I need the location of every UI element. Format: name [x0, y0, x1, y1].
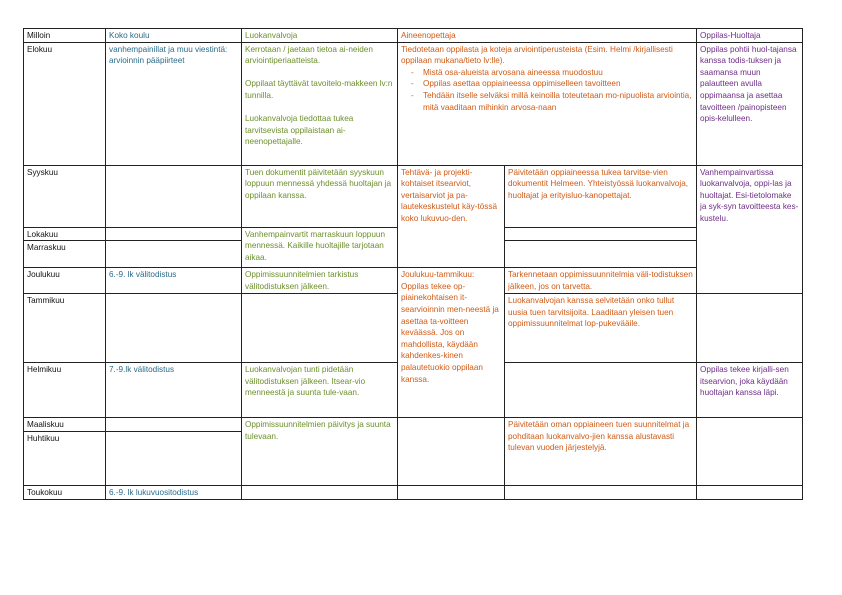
class-teacher-text: Kerrotaan / jaetaan tietoa ai-neiden arviointiperiaatteista.: [245, 44, 373, 66]
subject-teacher-cell: [398, 418, 505, 486]
subject-teacher-cell: [505, 227, 697, 241]
school-text: vanhempainillat ja muu viestintä: arvioinnin pääpiirteet: [109, 44, 228, 66]
student-care-cell: Oppilas pohtii huol-tajansa kanssa todis-tuksen ja saamansa muun palautteen avulla oppimaansa ja asettaa tavoitteen /painopisteen opis-kelulleen.: [697, 42, 803, 165]
subject-teacher-cell: Päivitetään oman oppiaineen tuen suunnitelmat ja pohditaan luokanvalvo-jien kanssa alustavasti tulevan vuoden järjestelyjä.: [505, 418, 697, 486]
class-teacher-cell: [242, 485, 398, 499]
school-cell: 7.-9.lk välitodistus: [106, 363, 242, 418]
month-cell: Huhtikuu: [24, 431, 106, 485]
month-cell: Elokuu: [24, 42, 106, 165]
table-row: [24, 418, 803, 432]
header-school: Koko koulu: [106, 29, 242, 43]
school-cell: [106, 165, 242, 227]
subject-teacher-cell: Luokanvalvojan kanssa selvitetään onko tullut uusia tuen tarvitsijoita. Laaditaan yleisen tuen oppimissuunnitelmat lop-pukevääile.: [505, 294, 697, 363]
subject-teacher-cell: Joulukuu-tammikuu: Oppilas tekee op-piainekohtaisen it-searvioinnin men-neestä ja asettaa ta-voitteen keväässä. Jos on mahdollista, käydään kahdenkes-kinen palautetuokio oppilaan kanssa.: [398, 268, 505, 418]
subject-teacher-cell: [505, 363, 697, 418]
subject-teacher-cell: [505, 485, 697, 499]
subject-teacher-list: [401, 67, 693, 113]
subject-teacher-cell: Tehtävä- ja projekti-kohtaiset itsearviot, vertaisarviot ja pa-lautekeskustelut käy-tössä koko lukuvuo-den.: [398, 165, 505, 268]
assessment-calendar-table: [23, 28, 803, 500]
header-student-care: Oppilas-Huoltaja: [697, 29, 803, 43]
class-teacher-cell: [242, 294, 398, 363]
list-item: - Mistä osa-alueista arvosana aineessa muodostuu: [401, 67, 693, 79]
month-cell: Lokakuu: [24, 227, 106, 241]
class-teacher-cell: Vanhempainvartit marraskuun loppuun mennessä. Kaikille huoltajille tarjotaan aikaa.: [242, 227, 398, 268]
school-cell: [106, 42, 242, 165]
header-class-teacher: Luokanvalvoja: [242, 29, 398, 43]
table-row: [24, 268, 803, 294]
month-cell: Tammikuu: [24, 294, 106, 363]
student-care-cell: Oppilas tekee kirjalli-sen itsearvion, joka käydään huoltajan kanssa läpi.: [697, 363, 803, 418]
class-teacher-cell: Oppimissuunnitelmien tarkistus välitodistuksen jälkeen.: [242, 268, 398, 294]
table-header-row: [24, 29, 803, 43]
table-row: [24, 42, 803, 165]
subject-teacher-cell: Päivitetään oppiaineessa tukea tarvitse-vien dokumentit Helmeen. Yhteistyössä luokanvalvoja, huoltajat ja erityisluo-kanopettajat.: [505, 165, 697, 227]
school-cell: [106, 294, 242, 363]
school-cell: [106, 227, 242, 241]
header-subject-teacher: Aineenopettaja: [398, 29, 697, 43]
class-teacher-cell: Oppimissuunnitelmien päivitys ja suunta tulevaan.: [242, 418, 398, 486]
month-cell: Syyskuu: [24, 165, 106, 227]
class-teacher-cell: Tuen dokumentit päivitetään syyskuun loppuun mennessä yhdessä huoltajan ja oppilaan kanssa.: [242, 165, 398, 227]
subject-teacher-cell: [505, 241, 697, 268]
month-cell: Maaliskuu: [24, 418, 106, 432]
subject-teacher-cell: [398, 42, 697, 165]
spacer: [245, 102, 394, 114]
table-row: [24, 485, 803, 499]
student-care-cell: [697, 485, 803, 499]
subject-teacher-cell: Tarkennetaan oppimissuunnitelmia väli-todistuksen jälkeen, jos on tarvetta.: [505, 268, 697, 294]
month-cell: Helmikuu: [24, 363, 106, 418]
header-month: Milloin: [24, 29, 106, 43]
table-row: [24, 165, 803, 227]
student-care-cell: [697, 294, 803, 363]
spacer: [245, 67, 394, 79]
month-cell: Toukokuu: [24, 485, 106, 499]
student-care-cell: Vanhempainvartissa luokanvalvoja, oppi-las ja huoltajat. Esi-tietolomake ja syk-syn tavoitteesta kes-kustelu.: [697, 165, 803, 294]
month-cell: Joulukuu: [24, 268, 106, 294]
class-teacher-cell: [242, 42, 398, 165]
student-care-cell: [697, 418, 803, 486]
school-cell: [106, 241, 242, 268]
subject-teacher-cell: [398, 485, 505, 499]
subject-teacher-intro: Tiedotetaan oppilasta ja koteja arviointiperusteista (Esim. Helmi /kirjallisesti oppilaan mukana/tieto lv:lle).: [401, 44, 673, 66]
class-teacher-cell: Luokanvalvojan tunti pidetään välitodistuksen jälkeen. Itsear-vio menneestä ja suunta tule-vaan.: [242, 363, 398, 418]
school-cell: 6.-9. lk lukuvuositodistus: [106, 485, 242, 499]
list-item: - Oppilas asettaa oppiaineessa oppimiselleen tavoitteen: [401, 78, 693, 90]
school-cell: [106, 418, 242, 432]
month-cell: Marraskuu: [24, 241, 106, 268]
school-cell: [106, 431, 242, 485]
class-teacher-text: Luokanvalvoja tiedottaa tukea tarvitsevista oppilaistaan ai-neenopettajalle.: [245, 114, 354, 147]
class-teacher-text: Oppilaat täyttävät tavoitelo-makkeen lv:n tunnilla.: [245, 79, 393, 100]
school-cell: 6.-9. lk välitodistus: [106, 268, 242, 294]
list-item: - Tehdään itselle selväksi millä keinoilla toteutetaan mo-nipuolista arviointia, mitä vaaditaan mihinkin arvosa-naan: [401, 90, 693, 113]
